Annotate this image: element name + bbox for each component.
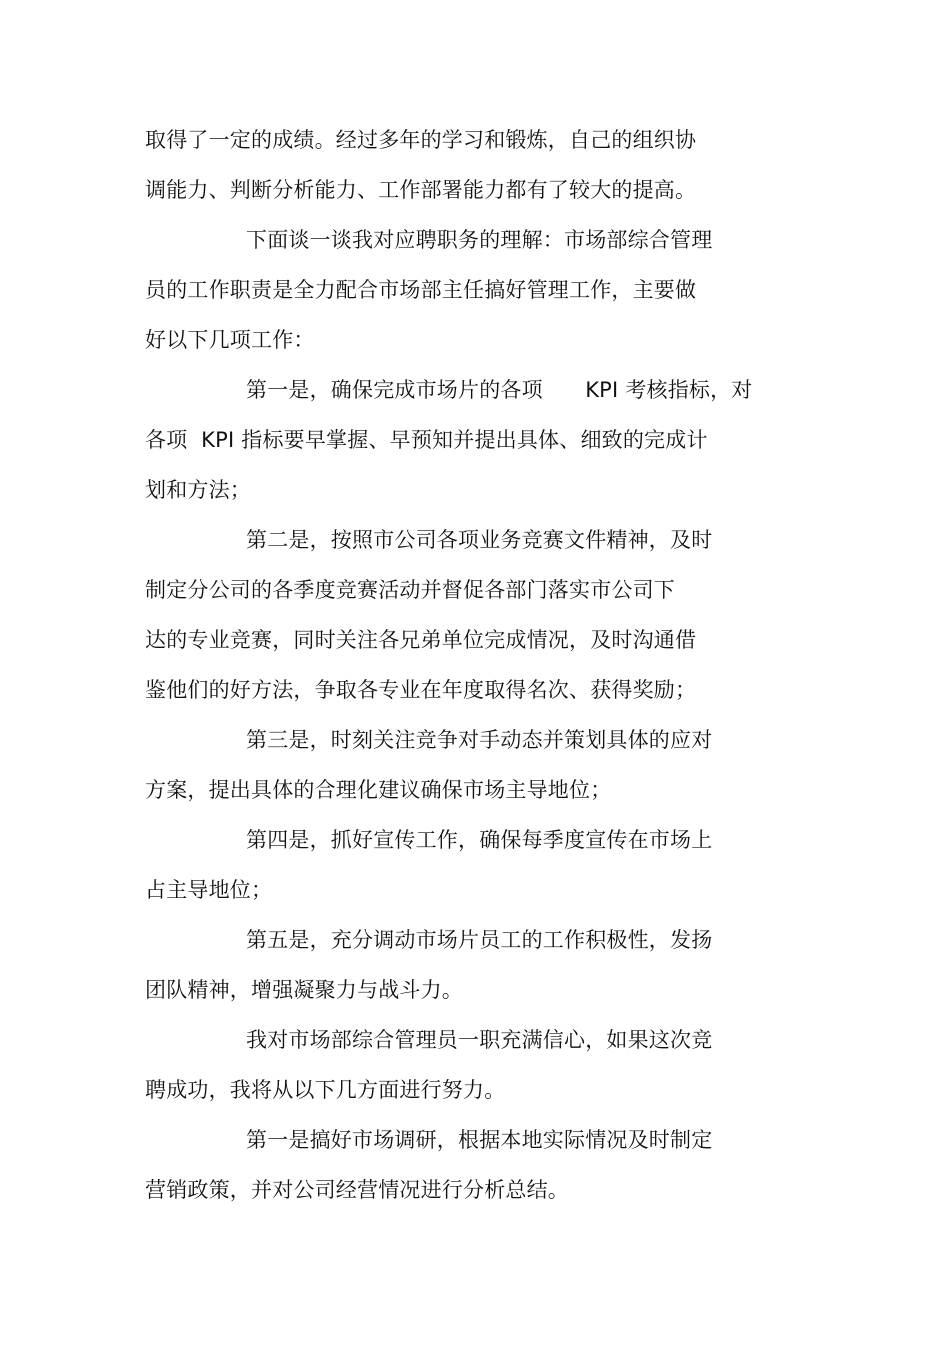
text-line: 第三是，时刻关注竞争对手动态并策划具体的应对 — [246, 728, 713, 752]
text-line: 第一是搞好市场调研，根据本地实际情况及时制定 — [246, 1128, 713, 1152]
text-line: 好以下几项工作： — [145, 328, 315, 352]
text-line: 下面谈一谈我对应聘职务的理解：市场部综合管理 — [246, 228, 713, 252]
text-line: 调能力、判断分析能力、工作部署能力都有了较大的提高。 — [145, 178, 697, 202]
text-line: 第四是，抓好宣传工作，确保每季度宣传在市场上 — [246, 828, 713, 852]
text-line: 占主导地位； — [145, 878, 273, 902]
text-line: 取得了一定的成绩。经过多年的学习和锻炼，自己的组织协 — [145, 128, 697, 152]
text-line: 第五是，充分调动市场片员工的工作积极性，发扬 — [246, 928, 713, 952]
text-line: 团队精神，增强凝聚力与战斗力。 — [145, 978, 463, 1002]
text-line: 达的专业竞赛，同时关注各兄弟单位完成情况，及时沟通借 — [145, 628, 697, 652]
text-line: 划和方法； — [145, 478, 251, 502]
text-line: 第二是，按照市公司各项业务竞赛文件精神，及时 — [246, 528, 713, 552]
text-line: 方案，提出具体的合理化建议确保市场主导地位； — [145, 778, 612, 802]
text-line: 制定分公司的各季度竞赛活动并督促各部门落实市公司下 — [145, 578, 675, 602]
text-line: 鉴他们的好方法，争取各专业在年度取得名次、获得奖励； — [145, 678, 697, 702]
text-line: 聘成功，我将从以下几方面进行努力。 — [145, 1078, 506, 1102]
text-line: 营销政策，并对公司经营情况进行分析总结。 — [145, 1178, 569, 1202]
text-line: 我对市场部综合管理员一职充满信心，如果这次竞 — [246, 1028, 713, 1052]
text-line: 各项 KPI 指标要早掌握、早预知并提出具体、细致的完成计 — [145, 428, 708, 452]
text-line: 第一是，确保完成市场片的各项 KPI 考核指标，对 — [246, 378, 753, 402]
text-line: 员的工作职责是全力配合市场部主任搞好管理工作，主要做 — [145, 278, 697, 302]
